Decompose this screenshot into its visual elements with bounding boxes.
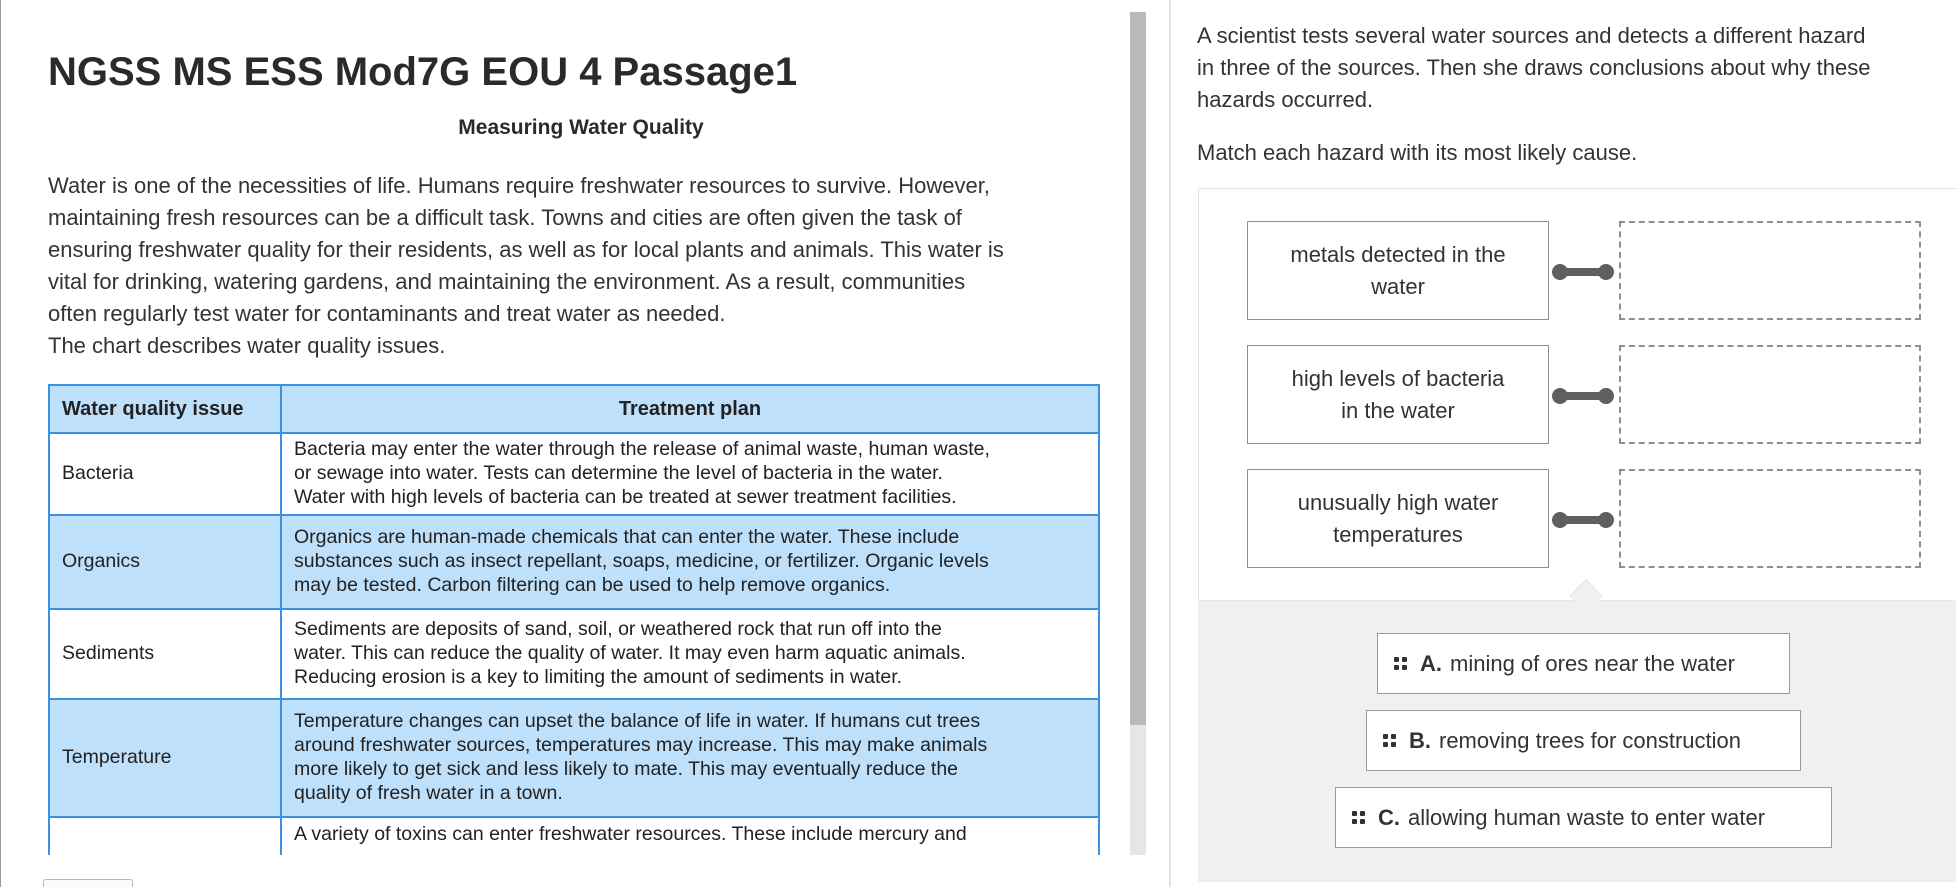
drag-handle-icon: [1352, 811, 1366, 825]
answer-text: removing trees for construction: [1439, 727, 1742, 753]
plan-line: Bacteria may enter the water through the release of animal waste, human waste,: [294, 438, 990, 460]
plan-line: substances such as insect repellant, soaps, medicine, or fertilizer. Organic levels: [294, 550, 989, 572]
header-issue: Water quality issue: [49, 385, 281, 433]
prompt-line: in the water: [1341, 397, 1455, 423]
plan-line: Water with high levels of bacteria can be treated at sewer treatment facilities.: [294, 486, 957, 508]
plan-line: or sewage into water. Tests can determine the level of bacteria in the water.: [294, 462, 943, 484]
issue-cell: Temperature: [49, 699, 281, 817]
answer-text: allowing human waste to enter water: [1408, 804, 1766, 830]
plan-cell: [281, 699, 1099, 817]
answer-letter: B.: [1409, 727, 1431, 753]
drop-zone[interactable]: [1619, 221, 1921, 320]
header-treatment-plan: Treatment plan: [281, 385, 1099, 433]
prompt-line: unusually high water: [1297, 489, 1499, 515]
passage-body: [48, 170, 1126, 362]
answer-letter: C.: [1378, 804, 1400, 830]
plan-line: Reducing erosion is a key to limiting the amount of sediments in water.: [294, 666, 903, 688]
pane-divider[interactable]: [1169, 0, 1171, 887]
plan-line: may be tested. Carbon filtering can be used to help remove organics.: [294, 574, 891, 596]
water-quality-table: [48, 384, 1100, 855]
passage-line: ensuring freshwater quality for their residents, as well as for local plants and animals. This water is: [48, 237, 1004, 262]
plan-line: around freshwater sources, temperatures may increase. This may make animals: [294, 734, 988, 756]
connector-icon: [1548, 508, 1618, 532]
connector-icon: [1548, 260, 1618, 284]
prompt-line: water: [1371, 273, 1425, 299]
drag-handle-icon: [1394, 657, 1408, 671]
drop-zone[interactable]: [1619, 469, 1921, 568]
prompt-line: temperatures: [1333, 521, 1463, 547]
bottom-button[interactable]: [43, 879, 133, 887]
plan-cell: [281, 609, 1099, 699]
plan-line: quality of fresh water in a town.: [294, 782, 563, 804]
passage-scrollbar-thumb[interactable]: [1130, 12, 1146, 725]
issue-cell: [49, 817, 281, 855]
table-row: [49, 433, 1099, 515]
table-row: [49, 609, 1099, 699]
issue-cell: Organics: [49, 515, 281, 609]
prompt-line: high levels of bacteria: [1291, 365, 1505, 391]
passage-line: vital for drinking, watering gardens, and maintaining the environment. As a result, communities: [48, 269, 966, 294]
passage-subtitle: Measuring Water Quality: [458, 116, 704, 139]
answer-chip-a[interactable]: [1377, 633, 1790, 694]
plan-cell: [281, 433, 1099, 515]
question-line: A scientist tests several water sources and detects a different hazard: [1197, 23, 1866, 48]
answer-chip-b[interactable]: [1366, 710, 1801, 771]
hazard-prompt: [1247, 469, 1549, 568]
table-row: [49, 515, 1099, 609]
connector-icon: [1548, 384, 1618, 408]
table-row: [49, 699, 1099, 817]
question-instruction: Match each hazard with its most likely cause.: [1197, 140, 1638, 165]
plan-line: Sediments are deposits of sand, soil, or weathered rock that run off into the: [294, 618, 942, 640]
hazard-prompt: [1247, 221, 1549, 320]
passage-line: often regularly test water for contaminants and treat water as needed.: [48, 301, 726, 326]
drag-handle-icon: [1383, 734, 1397, 748]
plan-line: A variety of toxins can enter freshwater resources. These include mercury and: [294, 823, 967, 845]
passage-title: NGSS MS ESS Mod7G EOU 4 Passage1: [48, 50, 798, 94]
hazard-prompt: [1247, 345, 1549, 444]
question-line: hazards occurred.: [1197, 87, 1374, 112]
drop-zone[interactable]: [1619, 345, 1921, 444]
table-header-row: [49, 385, 1099, 433]
plan-cell: [281, 817, 1099, 855]
plan-line: Organics are human-made chemicals that can enter the water. These include: [294, 526, 960, 548]
passage-pane[interactable]: [1, 0, 1126, 855]
answer-text: mining of ores near the water: [1450, 650, 1735, 676]
question-stem: [1197, 20, 1956, 116]
question-line: in three of the sources. Then she draws conclusions about why these: [1197, 55, 1871, 80]
passage-line: Water is one of the necessities of life. Humans require freshwater resources to survive. However,: [48, 173, 990, 198]
answer-chip-c[interactable]: [1335, 787, 1832, 848]
plan-line: Temperature changes can upset the balance of life in water. If humans cut trees: [294, 710, 981, 732]
plan-cell: [281, 515, 1099, 609]
issue-cell: Sediments: [49, 609, 281, 699]
passage-line: maintaining fresh resources can be a difficult task. Towns and cities are often given the task of: [48, 205, 962, 230]
passage-line: The chart describes water quality issues.: [48, 333, 446, 358]
issue-cell: Bacteria: [49, 433, 281, 515]
plan-line: water. This can reduce the quality of water. It may even harm aquatic animals.: [294, 642, 966, 664]
table-row: [49, 817, 1099, 855]
plan-line: more likely to get sick and less likely to mate. This may eventually reduce the: [294, 758, 959, 780]
answer-letter: A.: [1420, 650, 1442, 676]
prompt-line: metals detected in the: [1290, 241, 1506, 267]
